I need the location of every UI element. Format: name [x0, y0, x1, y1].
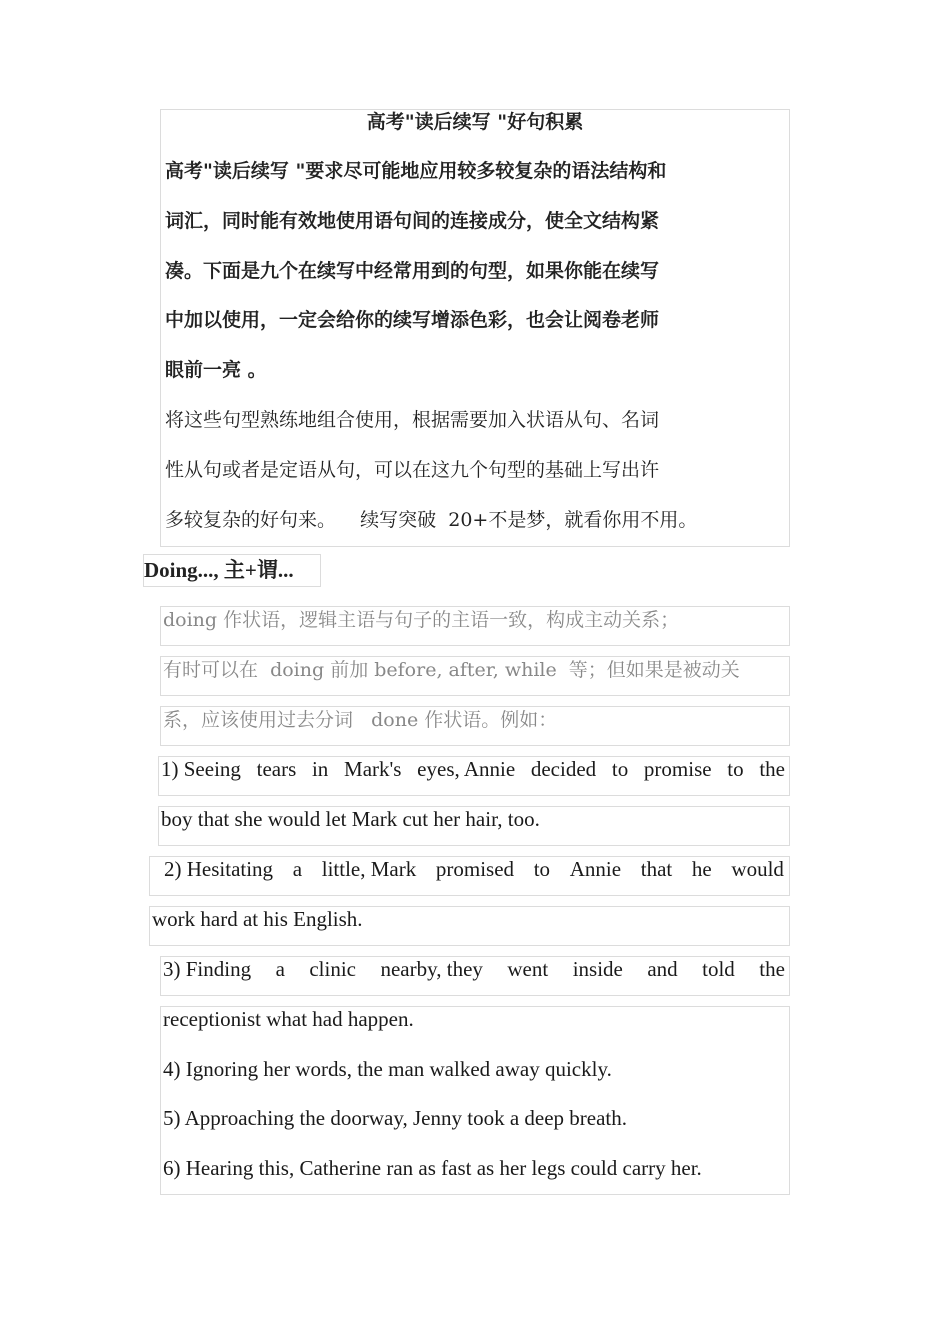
word: promise	[643, 757, 712, 781]
intro-bold-line-4: 中加以使用，一定会给你的续写增添色彩，也会让阅卷老师	[165, 309, 660, 331]
example-2-line-1	[164, 857, 784, 881]
intro-plain-line-1: 将这些句型熟练地组合使用，根据需要加入状语从句、名词	[165, 409, 660, 431]
example-3-line-1	[163, 957, 785, 981]
word: the	[759, 757, 785, 781]
word: he	[691, 857, 712, 881]
word: decided	[530, 757, 597, 781]
word: tears	[256, 757, 297, 781]
note-line-1: doing 作状语，逻辑主语与句子的主语一致，构成主动关系；	[163, 609, 680, 631]
word: to	[727, 757, 744, 781]
intro-bold-line-1: 高考"读后续写 "要求尽可能地应用较多较复杂的语法结构和	[165, 160, 667, 182]
intro-plain-line-2: 性从句或者是定语从句，可以在这九个句型的基础上写出许	[165, 459, 660, 481]
example-6: 6) Hearing this, Catherine ran as fast as her legs could carry her.	[163, 1156, 702, 1180]
word: a	[275, 957, 285, 981]
note-line-3: 系，应该使用过去分词 done 作状语。例如：	[163, 709, 558, 731]
word: that	[640, 857, 673, 881]
word: in	[311, 757, 329, 781]
word: 3) Finding	[163, 957, 252, 981]
word: went	[507, 957, 549, 981]
word: to	[533, 857, 551, 881]
intro-bold-line-3: 凑。下面是九个在续写中经常用到的句型，如果你能在续写	[165, 260, 660, 282]
page-title: 高考"读后续写 "好句积累	[366, 111, 584, 133]
example-1-line-1	[161, 757, 785, 781]
intro-bold-line-5: 眼前一亮 。	[165, 359, 267, 381]
word: a	[292, 857, 303, 881]
word: Annie	[569, 857, 622, 881]
word: inside	[572, 957, 623, 981]
example-1-line-2: boy that she would let Mark cut her hair, too.	[161, 807, 540, 831]
intro-bold-line-2: 词汇，同时能有效地使用语句间的连接成分，使全文结构紧	[165, 210, 660, 232]
word: and	[647, 957, 678, 981]
example-4: 4) Ignoring her words, the man walked away quickly.	[163, 1057, 612, 1081]
example-5: 5) Approaching the doorway, Jenny took a deep breath.	[163, 1106, 627, 1130]
word: would	[731, 857, 784, 881]
example-3-line-2: receptionist what had happen.	[163, 1007, 414, 1031]
intro-plain-line-3: 多较复杂的好句来。 续写突破 20+不是梦，就看你用不用。	[165, 509, 698, 531]
word: the	[759, 957, 785, 981]
word: clinic	[309, 957, 357, 981]
word: nearby, they	[380, 957, 483, 981]
word: promised	[435, 857, 515, 881]
note-line-2: 有时可以在 doing 前加 before, after, while 等；但如果是被动关	[163, 659, 740, 681]
section-heading: Doing..., 主+谓...	[143, 554, 321, 587]
word: little, Mark	[321, 857, 417, 881]
word: eyes, Annie	[417, 757, 516, 781]
word: 1) Seeing	[161, 757, 241, 781]
example-2-line-2: work hard at his English.	[152, 907, 363, 931]
word: told	[702, 957, 735, 981]
word: to	[611, 757, 629, 781]
word: 2) Hesitating	[164, 857, 274, 881]
word: Mark's	[344, 757, 402, 781]
